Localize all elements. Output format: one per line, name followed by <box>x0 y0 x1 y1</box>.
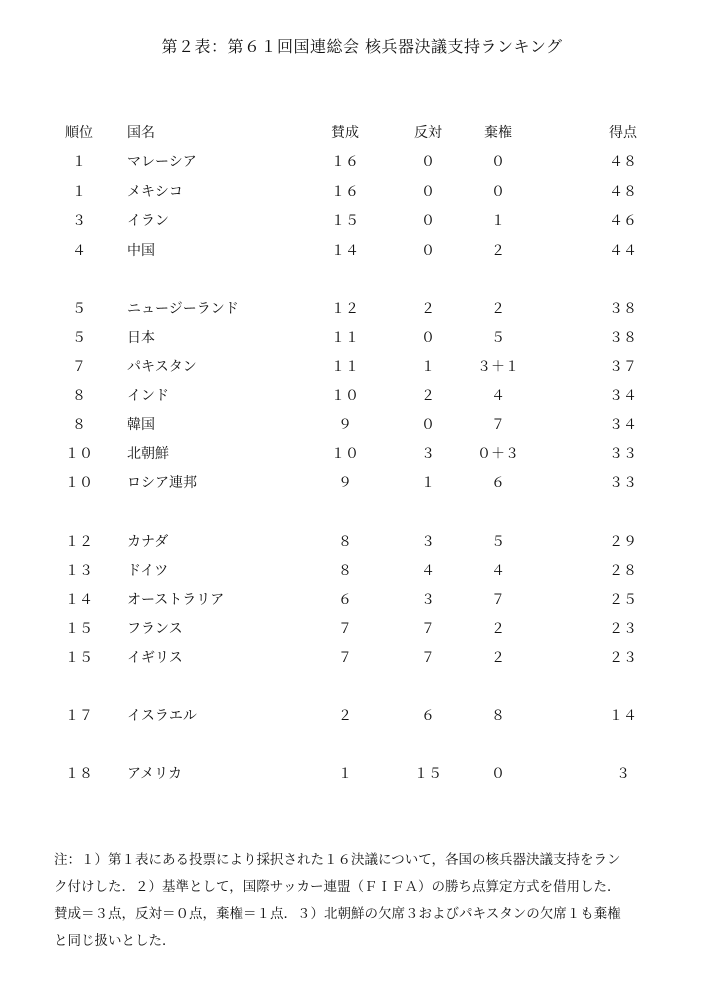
abstain-count: １ <box>491 213 505 229</box>
points: ２３ <box>609 650 637 666</box>
no-count: ７ <box>421 621 435 637</box>
points: ３４ <box>609 388 637 404</box>
table-row <box>0 647 724 669</box>
country-name: マレーシア <box>127 154 197 170</box>
footnote <box>54 847 694 955</box>
points: ３４ <box>609 417 637 433</box>
table-row <box>0 589 724 611</box>
points: ３３ <box>609 446 637 462</box>
abstain-count: ０ <box>491 154 505 170</box>
points: １４ <box>609 708 637 724</box>
no-count: ４ <box>421 563 435 579</box>
country-name: パキスタン <box>127 359 197 375</box>
points: ４８ <box>609 184 637 200</box>
footnote-line: と同じ扱いとした． <box>54 933 176 949</box>
abstain-count: ２ <box>491 243 505 259</box>
abstain-count: ６ <box>491 475 505 491</box>
no-count: １ <box>421 359 435 375</box>
table-row <box>0 151 724 173</box>
table-row <box>0 560 724 582</box>
rank-cell: １７ <box>65 708 93 724</box>
country-name: ニュージーランド <box>127 301 239 317</box>
yes-count: ９ <box>338 475 352 491</box>
yes-count: １０ <box>331 388 359 404</box>
yes-count: １６ <box>331 184 359 200</box>
footnote-line: 注：１）第１表にある投票により採択された１６決議について，各国の核兵器決議支持をラン <box>54 852 621 868</box>
table-row <box>0 443 724 465</box>
table-row <box>0 618 724 640</box>
table-header <box>0 122 724 144</box>
yes-count: ８ <box>338 563 352 579</box>
points: ３８ <box>609 301 637 317</box>
header-points: 得点 <box>609 125 637 141</box>
yes-count: １４ <box>331 243 359 259</box>
rank-cell: ５ <box>72 301 86 317</box>
table-row <box>0 385 724 407</box>
yes-count: １６ <box>331 154 359 170</box>
table-row <box>0 763 724 785</box>
yes-count: ６ <box>338 592 352 608</box>
points: ４６ <box>609 213 637 229</box>
no-count: ０ <box>421 330 435 346</box>
rank-cell: １５ <box>65 621 93 637</box>
table-row <box>0 327 724 349</box>
rank-cell: １ <box>72 154 86 170</box>
rank-cell: １３ <box>65 563 93 579</box>
yes-count: ７ <box>338 650 352 666</box>
no-count: ３ <box>421 446 435 462</box>
abstain-count: ０ <box>491 766 505 782</box>
country-name: カナダ <box>127 534 169 550</box>
yes-count: ９ <box>338 417 352 433</box>
rank-cell: ５ <box>72 330 86 346</box>
rank-cell: １８ <box>65 766 93 782</box>
no-count: １５ <box>414 766 442 782</box>
country-name: フランス <box>127 621 183 637</box>
rank-cell: １０ <box>65 446 93 462</box>
country-name: 韓国 <box>127 417 155 433</box>
abstain-count: ２ <box>491 301 505 317</box>
abstain-count: ７ <box>491 417 505 433</box>
points: ２８ <box>609 563 637 579</box>
no-count: ０ <box>421 154 435 170</box>
abstain-count: ３＋１ <box>477 359 519 375</box>
header-name: 国名 <box>127 125 155 141</box>
country-name: イラン <box>127 213 169 229</box>
rank-cell: １０ <box>65 475 93 491</box>
yes-count: １５ <box>331 213 359 229</box>
yes-count: ８ <box>338 534 352 550</box>
country-name: ロシア連邦 <box>127 475 197 491</box>
country-name: 北朝鮮 <box>127 446 169 462</box>
no-count: ２ <box>421 301 435 317</box>
header-rank: 順位 <box>65 125 93 141</box>
header-no: 反対 <box>414 125 442 141</box>
points: ４８ <box>609 154 637 170</box>
yes-count: ７ <box>338 621 352 637</box>
country-name: 中国 <box>127 243 155 259</box>
table-row <box>0 531 724 553</box>
rank-cell: ８ <box>72 388 86 404</box>
abstain-count: ２ <box>491 650 505 666</box>
no-count: ７ <box>421 650 435 666</box>
no-count: ０ <box>421 184 435 200</box>
points: ３８ <box>609 330 637 346</box>
country-name: メキシコ <box>127 184 183 200</box>
no-count: ０ <box>421 213 435 229</box>
abstain-count: ０＋３ <box>477 446 519 462</box>
abstain-count: ５ <box>491 534 505 550</box>
no-count: ３ <box>421 534 435 550</box>
table-row <box>0 356 724 378</box>
country-name: オーストラリア <box>127 592 225 608</box>
table-row <box>0 210 724 232</box>
points: ２５ <box>609 592 637 608</box>
no-count: ０ <box>421 243 435 259</box>
rank-cell: ４ <box>72 243 86 259</box>
country-name: イギリス <box>127 650 183 666</box>
footnote-line: 賛成＝３点，反対＝０点，棄権＝１点．３）北朝鮮の欠席３およびパキスタンの欠席１も棄権 <box>54 906 621 922</box>
table-row <box>0 705 724 727</box>
points: ３ <box>616 766 630 782</box>
rank-cell: ３ <box>72 213 86 229</box>
no-count: ３ <box>421 592 435 608</box>
footnote-line: ク付けした．２）基準として，国際サッカー連盟（ＦＩＦＡ）の勝ち点算定方式を借用した． <box>54 879 621 895</box>
yes-count: ２ <box>338 708 352 724</box>
country-name: イスラエル <box>127 708 197 724</box>
header-abstain: 棄権 <box>484 125 512 141</box>
no-count: ６ <box>421 708 435 724</box>
no-count: ０ <box>421 417 435 433</box>
table-row <box>0 414 724 436</box>
no-count: ２ <box>421 388 435 404</box>
abstain-count: ０ <box>491 184 505 200</box>
rank-cell: １ <box>72 184 86 200</box>
points: ４４ <box>609 243 637 259</box>
points: ３３ <box>609 475 637 491</box>
table-row <box>0 240 724 262</box>
document-title: 第２表：第６１回国連総会 核兵器決議支持ランキング <box>161 37 563 56</box>
country-name: 日本 <box>127 330 155 346</box>
rank-cell: １４ <box>65 592 93 608</box>
country-name: インド <box>127 388 169 404</box>
no-count: １ <box>421 475 435 491</box>
rank-cell: ８ <box>72 417 86 433</box>
points: ２９ <box>609 534 637 550</box>
header-yes: 賛成 <box>331 125 359 141</box>
country-name: アメリカ <box>127 766 183 782</box>
points: ３７ <box>609 359 637 375</box>
points: ２３ <box>609 621 637 637</box>
yes-count: １１ <box>331 330 359 346</box>
table-row <box>0 472 724 494</box>
rank-cell: ７ <box>72 359 86 375</box>
table-row <box>0 298 724 320</box>
yes-count: １０ <box>331 446 359 462</box>
abstain-count: ８ <box>491 708 505 724</box>
yes-count: １２ <box>331 301 359 317</box>
abstain-count: ７ <box>491 592 505 608</box>
abstain-count: ２ <box>491 621 505 637</box>
table-row <box>0 181 724 203</box>
rank-cell: １２ <box>65 534 93 550</box>
abstain-count: ４ <box>491 563 505 579</box>
abstain-count: ４ <box>491 388 505 404</box>
country-name: ドイツ <box>127 563 169 579</box>
yes-count: １１ <box>331 359 359 375</box>
abstain-count: ５ <box>491 330 505 346</box>
yes-count: １ <box>338 766 352 782</box>
rank-cell: １５ <box>65 650 93 666</box>
